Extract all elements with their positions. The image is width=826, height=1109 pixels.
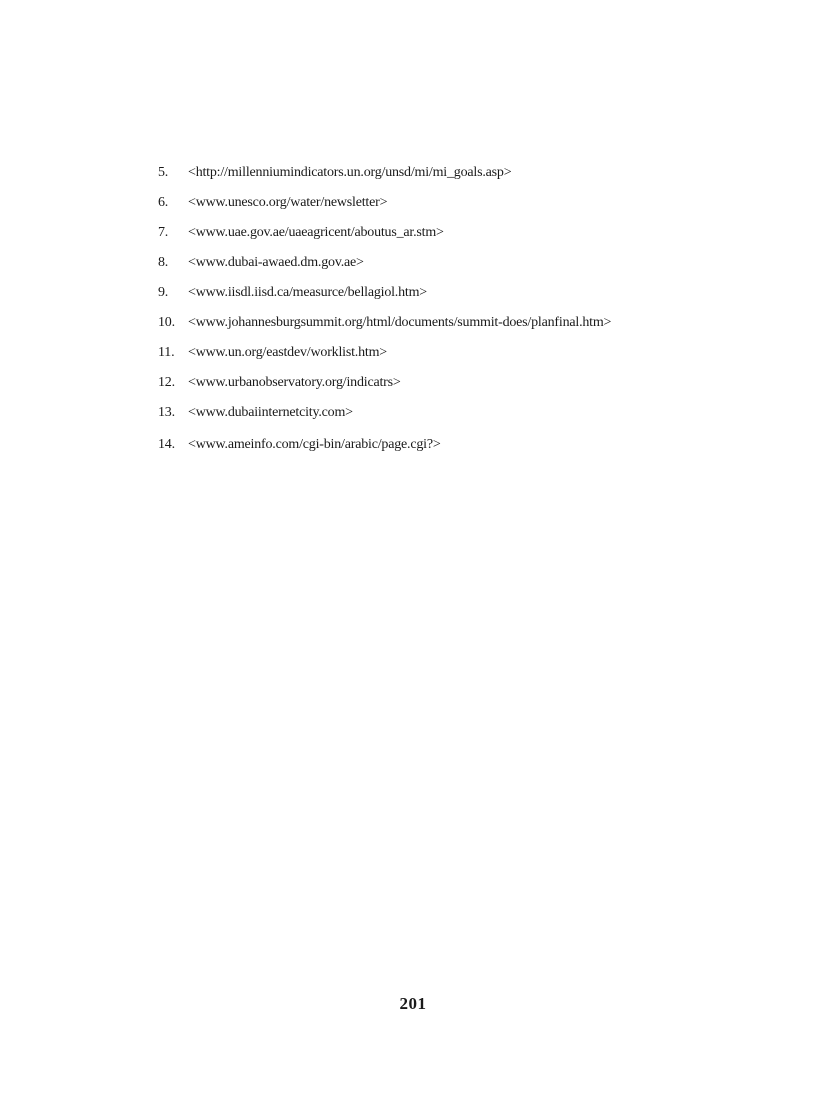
reference-number: 13. (158, 405, 175, 420)
reference-url: <www.iisdl.iisd.ca/measurce/bellagiol.htm> (188, 285, 427, 300)
reference-url: <www.un.org/eastdev/worklist.htm> (188, 345, 387, 360)
reference-url: <www.unesco.org/water/newsletter> (188, 195, 388, 210)
reference-item (158, 405, 758, 435)
reference-url: <www.ameinfo.com/cgi-bin/arabic/page.cgi?> (188, 437, 441, 452)
reference-item (158, 195, 758, 225)
reference-url: <www.johannesburgsummit.org/html/documents/summit-does/planfinal.htm> (188, 315, 612, 330)
reference-number: 14. (158, 437, 175, 452)
reference-item (158, 375, 758, 405)
reference-url: <http://millenniumindicators.un.org/unsd/mi/mi_goals.asp> (188, 165, 512, 180)
reference-url: <www.urbanobservatory.org/indicatrs> (188, 375, 401, 390)
reference-number: 5. (158, 165, 169, 180)
reference-item (158, 225, 758, 255)
reference-item (158, 437, 758, 467)
reference-number: 7. (158, 225, 169, 240)
page-number: 201 (399, 994, 427, 1013)
reference-number: 9. (158, 285, 169, 300)
reference-item (158, 165, 758, 195)
reference-number: 12. (158, 375, 175, 390)
reference-item (158, 285, 758, 315)
reference-number: 6. (158, 195, 169, 210)
reference-item (158, 315, 758, 345)
reference-url: <www.dubaiinternetcity.com> (188, 405, 353, 420)
reference-item (158, 255, 758, 285)
reference-number: 8. (158, 255, 169, 270)
reference-item (158, 345, 758, 375)
reference-url: <www.dubai-awaed.dm.gov.ae> (188, 255, 364, 270)
reference-list (158, 165, 758, 467)
reference-number: 11. (158, 345, 175, 360)
reference-url: <www.uae.gov.ae/uaeagricent/aboutus_ar.stm> (188, 225, 444, 240)
reference-number: 10. (158, 315, 175, 330)
